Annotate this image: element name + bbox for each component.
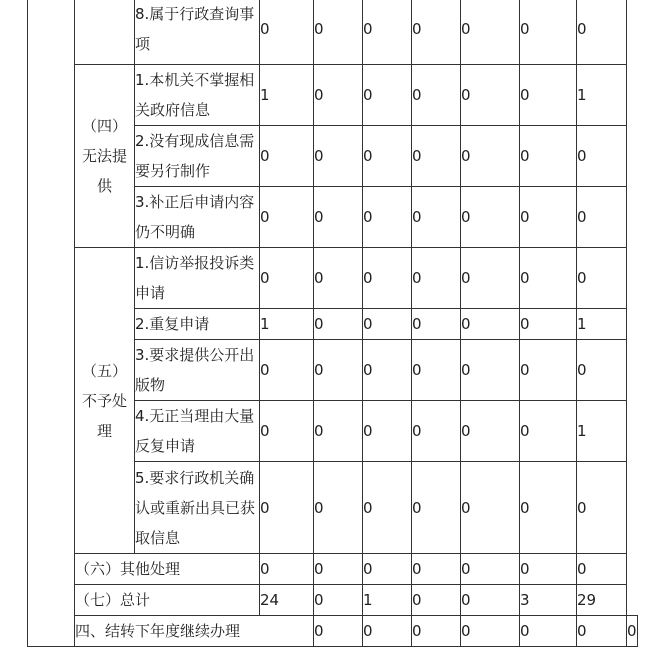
row-label: 1.本机关不掌握相关政府信息 bbox=[135, 65, 260, 126]
value-cell: 0 bbox=[461, 462, 520, 554]
value-cell: 0 bbox=[314, 401, 363, 462]
value-cell: 0 bbox=[260, 554, 314, 585]
value-cell: 0 bbox=[314, 616, 363, 647]
value-cell: 0 bbox=[461, 616, 520, 647]
value-cell: 0 bbox=[314, 126, 363, 187]
value-cell: 0 bbox=[314, 554, 363, 585]
value-cell: 0 bbox=[577, 187, 627, 248]
value-cell: 0 bbox=[577, 126, 627, 187]
value-cell: 0 bbox=[363, 126, 412, 187]
section-title-cell: （四）无法提供 bbox=[75, 65, 135, 248]
value-cell: 0 bbox=[412, 554, 461, 585]
value-cell: 1 bbox=[577, 65, 627, 126]
value-cell: 0 bbox=[314, 585, 363, 616]
row-label: （六）其他处理 bbox=[75, 554, 260, 585]
value-cell: 0 bbox=[260, 248, 314, 309]
value-cell: 29 bbox=[577, 585, 627, 616]
value-cell: 1 bbox=[260, 65, 314, 126]
row-label: 3.要求提供公开出版物 bbox=[135, 340, 260, 401]
value-cell: 0 bbox=[314, 340, 363, 401]
value-cell: 0 bbox=[412, 340, 461, 401]
value-cell: 24 bbox=[260, 585, 314, 616]
value-cell: 0 bbox=[314, 462, 363, 554]
value-cell: 0 bbox=[461, 0, 520, 65]
value-cell: 0 bbox=[314, 0, 363, 65]
value-cell: 0 bbox=[577, 340, 627, 401]
value-cell: 0 bbox=[314, 309, 363, 340]
value-cell: 0 bbox=[363, 462, 412, 554]
value-cell: 0 bbox=[461, 554, 520, 585]
value-cell: 0 bbox=[520, 309, 577, 340]
value-cell: 0 bbox=[520, 126, 577, 187]
value-cell: 0 bbox=[363, 65, 412, 126]
value-cell: 0 bbox=[314, 187, 363, 248]
value-cell: 0 bbox=[412, 248, 461, 309]
value-cell: 1 bbox=[577, 309, 627, 340]
value-cell: 0 bbox=[363, 309, 412, 340]
value-cell: 0 bbox=[260, 401, 314, 462]
value-cell: 0 bbox=[461, 248, 520, 309]
row-label: 8.属于行政查询事项 bbox=[135, 0, 260, 65]
value-cell: 0 bbox=[412, 585, 461, 616]
value-cell: 0 bbox=[461, 187, 520, 248]
category-cell bbox=[75, 0, 135, 65]
value-cell: 0 bbox=[520, 248, 577, 309]
table-row bbox=[28, 248, 638, 309]
value-cell: 0 bbox=[363, 401, 412, 462]
value-cell: 0 bbox=[412, 126, 461, 187]
value-cell: 0 bbox=[461, 585, 520, 616]
row-label: 2.没有现成信息需要另行制作 bbox=[135, 126, 260, 187]
row-label: 1.信访举报投诉类申请 bbox=[135, 248, 260, 309]
value-cell: 1 bbox=[260, 309, 314, 340]
section-title-cell: （五）不予处理 bbox=[75, 248, 135, 554]
value-cell: 0 bbox=[412, 65, 461, 126]
value-cell: 0 bbox=[412, 616, 461, 647]
value-cell: 0 bbox=[577, 462, 627, 554]
value-cell: 0 bbox=[314, 65, 363, 126]
value-cell: 0 bbox=[412, 0, 461, 65]
value-cell: 0 bbox=[260, 340, 314, 401]
value-cell: 0 bbox=[520, 401, 577, 462]
value-cell: 1 bbox=[363, 585, 412, 616]
value-cell: 0 bbox=[520, 616, 577, 647]
value-cell: 0 bbox=[412, 309, 461, 340]
value-cell: 0 bbox=[520, 554, 577, 585]
row-label: 3.补正后申请内容仍不明确 bbox=[135, 187, 260, 248]
value-cell: 0 bbox=[260, 126, 314, 187]
value-cell: 0 bbox=[314, 248, 363, 309]
value-cell: 0 bbox=[412, 401, 461, 462]
value-cell: 0 bbox=[520, 0, 577, 65]
row-label: 4.无正当理由大量反复申请 bbox=[135, 401, 260, 462]
value-cell: 0 bbox=[363, 248, 412, 309]
value-cell: 0 bbox=[363, 0, 412, 65]
value-cell: 0 bbox=[260, 0, 314, 65]
table-row bbox=[28, 65, 638, 126]
value-cell: 0 bbox=[627, 616, 638, 647]
value-cell: 0 bbox=[461, 309, 520, 340]
row-label: 2.重复申请 bbox=[135, 309, 260, 340]
value-cell: 0 bbox=[520, 340, 577, 401]
value-cell: 0 bbox=[461, 401, 520, 462]
value-cell: 0 bbox=[260, 462, 314, 554]
value-cell: 0 bbox=[577, 616, 627, 647]
outer-category-cell bbox=[28, 0, 75, 647]
value-cell: 0 bbox=[412, 187, 461, 248]
value-cell: 0 bbox=[461, 126, 520, 187]
value-cell: 0 bbox=[577, 248, 627, 309]
table-row bbox=[28, 0, 638, 65]
table-row bbox=[28, 616, 638, 647]
table-row bbox=[28, 554, 638, 585]
value-cell: 0 bbox=[363, 554, 412, 585]
value-cell: 0 bbox=[520, 65, 577, 126]
value-cell: 0 bbox=[577, 554, 627, 585]
value-cell: 0 bbox=[461, 65, 520, 126]
value-cell: 0 bbox=[363, 340, 412, 401]
value-cell: 0 bbox=[412, 462, 461, 554]
value-cell: 3 bbox=[520, 585, 577, 616]
value-cell: 1 bbox=[577, 401, 627, 462]
row-label: （七）总计 bbox=[75, 585, 260, 616]
disclosure-stats-table bbox=[27, 0, 638, 647]
value-cell: 0 bbox=[520, 187, 577, 248]
value-cell: 0 bbox=[577, 0, 627, 65]
value-cell: 0 bbox=[260, 187, 314, 248]
value-cell: 0 bbox=[363, 187, 412, 248]
row-label: 5.要求行政机关确认或重新出具已获取信息 bbox=[135, 462, 260, 554]
value-cell: 0 bbox=[461, 340, 520, 401]
table-row bbox=[28, 585, 638, 616]
value-cell: 0 bbox=[363, 616, 412, 647]
value-cell: 0 bbox=[520, 462, 577, 554]
row-label: 四、结转下年度继续办理 bbox=[75, 616, 314, 647]
